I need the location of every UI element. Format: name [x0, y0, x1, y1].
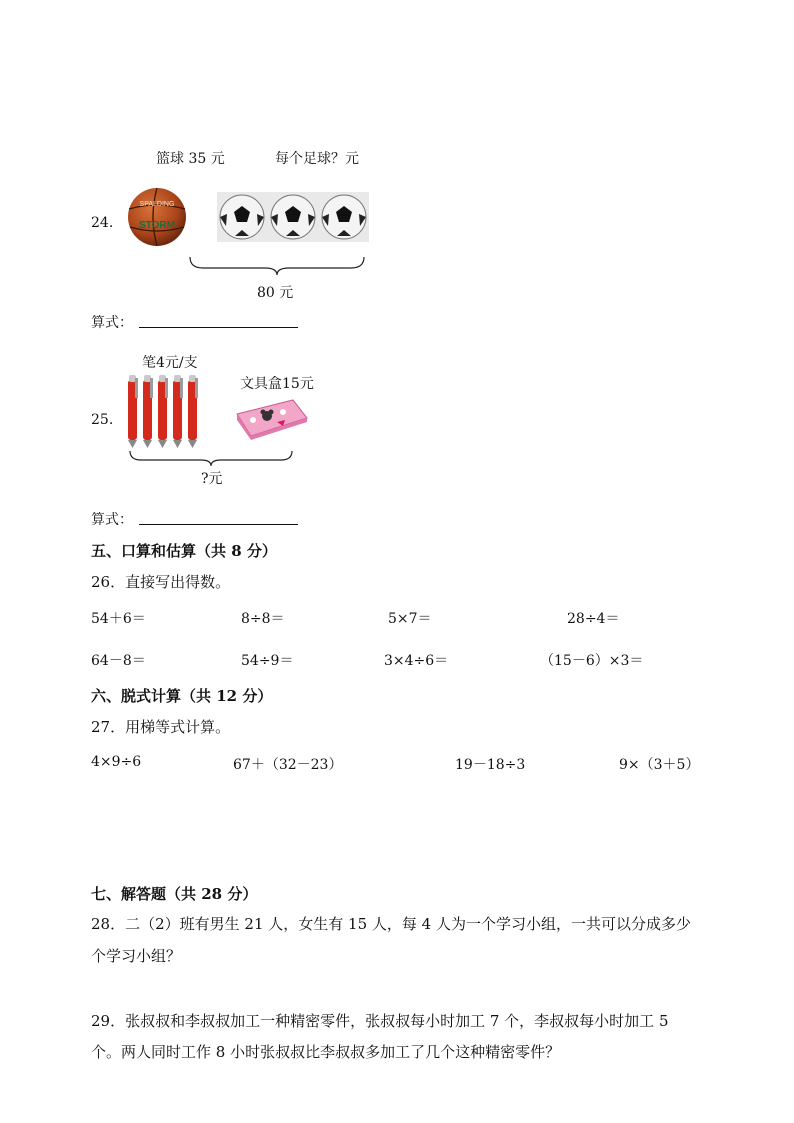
question-28-line-1: 28．二（2）班有男生 21 人，女生有 15 人，每 4 人为一个学习小组，一共可以分成多少	[91, 915, 691, 933]
calc-item: 54＋6＝	[91, 611, 146, 627]
pens-image	[126, 372, 202, 450]
formula-label-24: 算式：	[91, 315, 133, 331]
section-7-title: 七、解答题（共 28 分）	[91, 885, 258, 903]
football-price-label: 每个足球？元	[275, 151, 359, 167]
total-brace-24	[189, 255, 365, 277]
football-1	[220, 195, 264, 239]
calc-item: 3×4÷6＝	[384, 653, 449, 669]
question-29-line-2: 个。两人同时工作 8 小时张叔叔比李叔叔多加工了几个这种精密零件？	[91, 1043, 561, 1061]
pen-3	[158, 375, 168, 448]
section-6-title: 六、脱式计算（共 12 分）	[91, 687, 273, 705]
calc-item: （15－6）×3＝	[540, 653, 644, 669]
calc-item: 8÷8＝	[241, 611, 285, 627]
basketball-storm-text: STORM	[139, 220, 175, 231]
answer-line-24[interactable]	[139, 327, 298, 328]
total-price-label-25: ?元	[201, 471, 223, 487]
footballs-image	[217, 192, 369, 242]
question-26-prompt: 26．直接写出得数。	[91, 573, 231, 591]
football-3	[322, 195, 366, 239]
basketball-image	[127, 187, 187, 247]
pen-2	[143, 375, 153, 448]
step-calc-item: 19－18÷3	[455, 757, 526, 773]
pencil-box-price-label: 文具盒15元	[240, 376, 314, 392]
step-calc-item: 4×9÷6	[91, 754, 142, 770]
calc-item: 28÷4＝	[567, 611, 620, 627]
pen-price-label: 笔4元/支	[142, 355, 198, 371]
basketball-brand-text: SPALDING	[139, 201, 175, 208]
question-25-number: 25.	[91, 412, 114, 428]
question-27-prompt: 27．用梯等式计算。	[91, 718, 231, 736]
pen-4	[173, 375, 183, 448]
question-29-line-1: 29．张叔叔和李叔叔加工一种精密零件，张叔叔每小时加工 7 个，李叔叔每小时加工 5	[91, 1012, 669, 1030]
section-5-title: 五、口算和估算（共 8 分）	[91, 542, 277, 560]
calc-item: 64－8＝	[91, 653, 146, 669]
football-2	[271, 195, 315, 239]
total-brace-25	[129, 450, 295, 468]
calc-item: 5×7＝	[388, 611, 432, 627]
step-calc-item: 9×（3＋5）	[619, 757, 700, 773]
question-28-line-2: 个学习小组？	[91, 947, 182, 965]
question-24-number: 24.	[91, 215, 114, 231]
step-calc-item: 67＋（32－23）	[233, 757, 343, 773]
pen-5	[188, 375, 198, 448]
pen-1	[128, 375, 138, 448]
answer-line-25[interactable]	[139, 524, 298, 525]
total-price-label-24: 80 元	[257, 285, 294, 301]
basketball-price-label: 篮球 35 元	[156, 151, 225, 167]
pencil-box-image	[233, 396, 309, 440]
calc-item: 54÷9＝	[241, 653, 294, 669]
formula-label-25: 算式：	[91, 512, 133, 528]
